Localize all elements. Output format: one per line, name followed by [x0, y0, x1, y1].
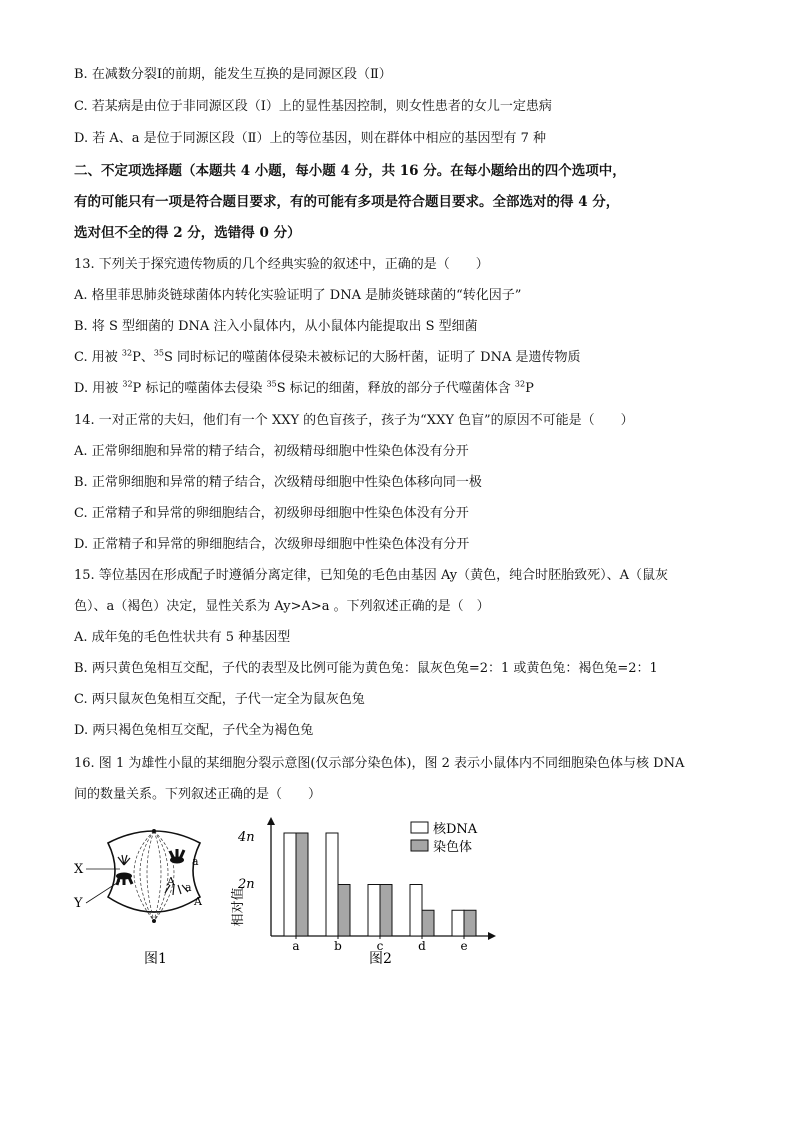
q14-option-a: A. 正常卵细胞和异常的精子结合，初级精母细胞中性染色体没有分开 — [74, 444, 469, 459]
section2-heading-line2: 有的可能只有一项是符合题目要求，有的可能有多项是符合题目要求。全部选对的得 4 分， — [74, 194, 620, 210]
section2-heading-line3: 选对但不全的得 2 分，选错得 0 分） — [74, 225, 301, 241]
bar-a-dna — [284, 833, 296, 936]
legend-swatch-chromosome — [411, 840, 428, 851]
y-axis-label: 相对值 — [231, 887, 246, 927]
section2-heading-line1: 二、不定项选择题（本题共 4 小题，每小题 4 分，共 16 分。在每小题给出的四个选项中， — [74, 163, 626, 179]
ytick-4n: 4n — [238, 830, 255, 845]
bar-b-chromosome — [338, 885, 350, 937]
q14-stem: 14. 一对正常的夫妇，他们有一个 XXY 的色盲孩子，孩子为“XXY 色盲”的原因不可能是（ ） — [74, 413, 634, 428]
bar-a-chromosome — [296, 833, 308, 936]
xtick-b: b — [334, 939, 342, 953]
q13-option-c: C. 用被 $^{32}$P、$^{35}$S 同时标记的噬菌体侵染未被标记的大肠杆菌，证明了 DNA 是遗传物质 — [74, 348, 581, 365]
legend-swatch-dna — [411, 822, 428, 833]
q15-stem-line1: 15. 等位基因在形成配子时遵循分离定律，已知兔的毛色由基因 Ay（黄色，纯合时胚胎致死）、A（鼠灰 — [74, 568, 669, 583]
bar-c-chromosome — [380, 885, 392, 937]
label-x-chromosome: X — [74, 862, 84, 877]
bar-e-dna — [452, 910, 464, 936]
legend-label-dna: 核DNA — [433, 822, 478, 837]
q14-option-d: D. 正常精子和异常的卵细胞结合，次级卵母细胞中性染色体没有分开 — [74, 537, 470, 552]
xtick-e: e — [460, 939, 468, 953]
bar-b-dna — [326, 833, 338, 936]
y-axis-arrow — [267, 817, 275, 825]
q16-stem-line1: 16. 图 1 为雄性小鼠的某细胞分裂示意图(仅示部分染色体)，图 2 表示小鼠体内不同细胞染色体与核 DNA — [74, 756, 685, 771]
gene-label-a-top: a — [192, 855, 199, 868]
q14-option-b: B. 正常卵细胞和异常的精子结合，次级精母细胞中性染色体移向同一极 — [74, 475, 482, 490]
q13-option-a: A. 格里菲思肺炎链球菌体内转化实验证明了 DNA 是肺炎链球菌的“转化因子” — [74, 288, 522, 303]
xtick-c: c — [376, 939, 384, 953]
chromosomes-left — [116, 855, 132, 885]
q13-stem: 13. 下列关于探究遗传物质的几个经典实验的叙述中，正确的是（ ） — [74, 257, 489, 272]
q15-option-c: C. 两只鼠灰色兔相互交配，子代一定全为鼠灰色兔 — [74, 692, 365, 707]
legend-label-chromosome: 染色体 — [433, 840, 473, 855]
cell-membrane — [108, 831, 200, 912]
q15-stem-line2: 色）、a（褐色）决定，显性关系为 Ay>A>a 。下列叙述正确的是（ ） — [74, 599, 490, 614]
q15-option-b: B. 两只黄色兔相互交配，子代的表型及比例可能为黄色兔：鼠灰色兔=2：1 或黄色兔：褐色兔=2：1 — [74, 661, 658, 676]
q14-option-c: C. 正常精子和异常的卵细胞结合，初级卵母细胞中性染色体没有分开 — [74, 506, 469, 521]
figure1-caption: 图1 — [144, 951, 167, 967]
centrosome-top — [152, 829, 156, 833]
gene-label-A-mid: A — [167, 875, 175, 888]
label-y-chromosome: Y — [74, 896, 83, 911]
pointer-y — [86, 881, 120, 903]
bar-c-dna — [368, 885, 380, 937]
centrosome-bottom — [152, 919, 156, 923]
x-axis-arrow — [488, 932, 496, 940]
gene-label-A-low: A — [194, 895, 202, 908]
ytick-2n: 2n — [238, 877, 255, 892]
bar-d-chromosome — [422, 910, 434, 936]
q13-option-d: D. 用被 $^{32}$P 标记的噬菌体去侵染 $^{35}$S 标记的细菌，释放的部分子代噬菌体含 $^{32}$P — [74, 379, 534, 396]
q13-option-b: B. 将 S 型细菌的 DNA 注入小鼠体内，从小鼠体内能提取出 S 型细菌 — [74, 319, 478, 334]
q12-option-c: C. 若某病是由位于非同源区段（Ⅰ）上的显性基因控制，则女性患者的女儿一定患病 — [74, 99, 552, 114]
gene-label-a-mid: a — [185, 881, 192, 894]
xtick-d: d — [418, 939, 426, 953]
q12-option-b: B. 在减数分裂Ⅰ的前期，能发生互换的是同源区段（Ⅱ） — [74, 67, 392, 82]
figure1-cell-diagram — [73, 829, 203, 967]
xtick-a: a — [292, 939, 300, 953]
figure2-bar-chart — [230, 817, 496, 967]
bar-e-chromosome — [464, 910, 476, 936]
q12-option-d: D. 若 A、a 是位于同源区段（Ⅱ）上的等位基因，则在群体中相应的基因型有 7 种 — [74, 131, 546, 146]
q16-stem-line2: 间的数量关系。下列叙述正确的是（ ） — [74, 787, 322, 802]
bar-d-dna — [410, 885, 422, 937]
q16-figures — [66, 815, 506, 973]
q15-option-d: D. 两只褐色兔相互交配，子代全为褐色兔 — [74, 723, 314, 738]
q15-option-a: A. 成年兔的毛色性状共有 5 种基因型 — [74, 630, 291, 645]
figure2-caption: 图2 — [369, 951, 392, 967]
